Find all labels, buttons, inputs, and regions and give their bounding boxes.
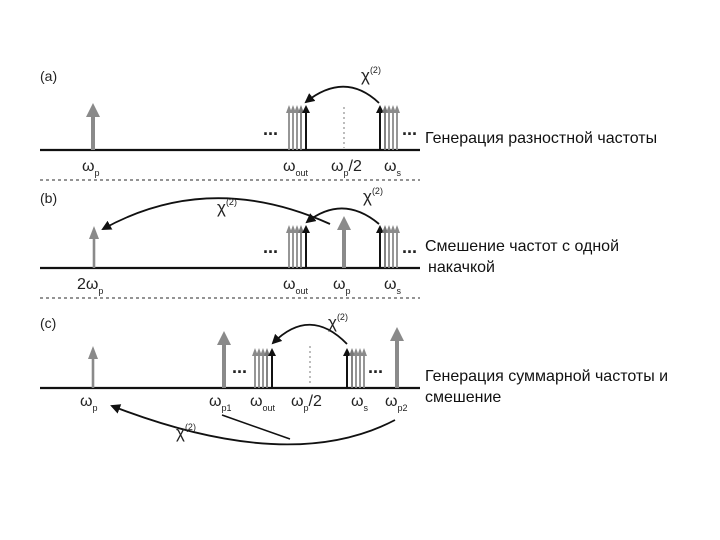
- caption-single-pump-mixing: [425, 236, 619, 278]
- label-omega-p-half: $\omega_p/2$: [291, 393, 322, 413]
- chi-label-top: $\chi^{(2)}$: [328, 312, 348, 332]
- label-omega-s: $\omega_s$: [351, 393, 368, 413]
- output-comb: [286, 225, 310, 268]
- signal-comb: [343, 348, 367, 388]
- ellipsis-left: ...: [263, 237, 279, 257]
- pump1-arrow: [217, 331, 231, 388]
- panel-a-tag: (a): [40, 68, 58, 84]
- ellipsis-left: ...: [232, 357, 248, 377]
- label-omega-out: $\omega_{out}$: [283, 276, 309, 296]
- caption-sum-frequency-mixing: [425, 366, 668, 408]
- chi-curve-arrow: [306, 87, 379, 103]
- chi-label: $\chi^{(2)}$: [361, 65, 381, 85]
- caption-difference-frequency: [425, 128, 657, 149]
- label-omega-p1: $\omega_{p1}$: [209, 393, 232, 413]
- pump-arrow: [89, 226, 99, 268]
- panel-b: [40, 186, 420, 296]
- caption-line: Смешение частот с одной: [425, 238, 620, 255]
- label-omega-s: $\omega_s$: [384, 276, 401, 296]
- pump-center-arrow: [337, 216, 351, 268]
- label-omega-p: $\omega_p$: [82, 158, 100, 178]
- panel-a: [40, 65, 420, 178]
- ellipsis-right: ...: [368, 357, 384, 377]
- label-omega-s: $\omega_s$: [384, 158, 401, 178]
- label-omega-out: $\omega_{out}$: [283, 158, 309, 178]
- pump2-arrow: [390, 327, 404, 388]
- label-omega-p: $\omega_p$: [80, 393, 98, 413]
- label-omega-p-half: $\omega_p/2$: [331, 158, 362, 178]
- output-comb: [252, 348, 276, 388]
- output-comb: [286, 105, 310, 150]
- chi-label-right: $\chi^{(2)}$: [363, 186, 383, 206]
- panel-b-tag: (b): [40, 190, 58, 206]
- panel-c: [40, 312, 420, 444]
- ellipsis-left: ...: [263, 119, 279, 139]
- label-omega-out: $\omega_{out}$: [250, 393, 276, 413]
- ellipsis-right: ...: [402, 237, 418, 257]
- pump-arrow: [88, 346, 98, 388]
- signal-comb: [376, 225, 400, 268]
- chi-merge-line: [222, 415, 290, 439]
- chi-label-bottom: $\chi^{(2)}$: [176, 422, 196, 442]
- caption-line: смешение: [425, 389, 502, 406]
- chi-label-left: $\chi^{(2)}$: [217, 197, 237, 217]
- pump-arrow: [86, 103, 100, 150]
- chi-curve-arrow-bottom: [112, 406, 395, 444]
- label-2omega-p: $2\omega_p$: [77, 276, 104, 296]
- caption-line: Генерация суммарной частоты и: [425, 368, 669, 385]
- panel-c-tag: (c): [40, 315, 57, 331]
- caption-line: накачкой: [428, 259, 495, 276]
- ellipsis-right: ...: [402, 119, 418, 139]
- label-omega-p: $\omega_p$: [333, 276, 351, 296]
- signal-comb: [376, 105, 400, 150]
- label-omega-p2: $\omega_{p2}$: [385, 393, 408, 413]
- caption-line: Генерация разностной частоты: [425, 130, 658, 147]
